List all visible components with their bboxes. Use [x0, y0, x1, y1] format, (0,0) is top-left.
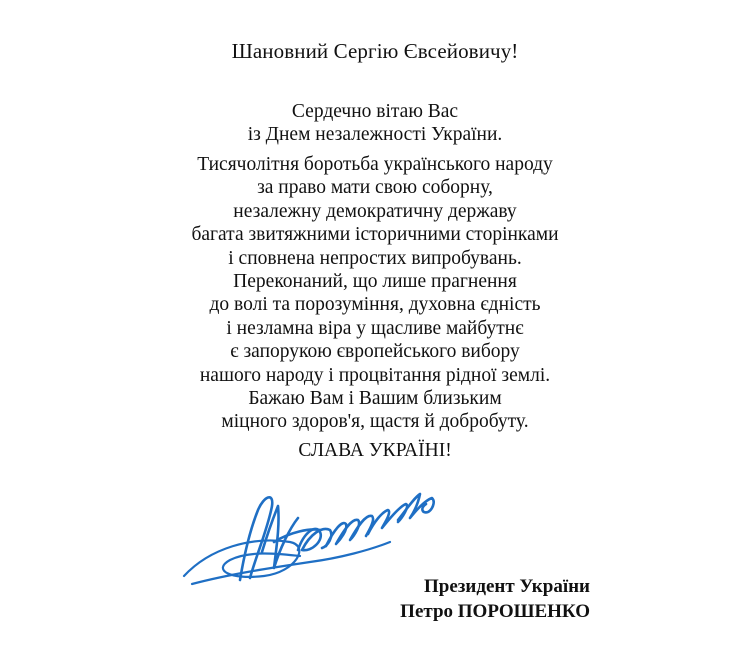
message-line: за право мати свою соборну,	[257, 177, 493, 199]
message-line: Бажаю Вам і Вашим близьким	[248, 388, 502, 410]
signature-stroke	[326, 516, 373, 546]
message-line: Переконаний, що лише прагнення	[233, 271, 517, 293]
message-line: і незламна віра у щасливе майбутнє	[226, 317, 524, 339]
slogan: СЛАВА УКРАЇНІ!	[298, 440, 452, 461]
message-line: нашого народу і процвітання рідної землі.	[199, 364, 551, 386]
signature-strokes	[184, 494, 434, 584]
message-line: і сповнена непростих випробувань.	[228, 247, 522, 269]
signature-stroke	[262, 506, 298, 568]
greeting-paragraph	[0, 100, 750, 147]
signer-name: Петро ПОРОШЕНКО	[400, 601, 590, 622]
message-line: багата звитяжними історичними сторінками	[191, 224, 559, 246]
signature-stroke	[192, 542, 390, 584]
signer-title: Президент України	[423, 576, 590, 597]
signature-block	[400, 574, 590, 624]
greeting-line: із Днем незалежності України.	[247, 124, 503, 146]
message-line: Тисячолітня боротьба українського народу	[197, 154, 553, 175]
salutation: Шановний Сергію Євсейовичу!	[231, 39, 519, 63]
greeting-line: Сердечно вітаю Вас	[291, 101, 459, 122]
message-line: міцного здоров'я, щастя й добробуту.	[221, 411, 529, 433]
message-line: незалежну демократичну державу	[233, 200, 517, 222]
message-line: є запорукою європейського вибору	[230, 341, 520, 363]
message-paragraph	[0, 153, 750, 434]
message-line: до волі та порозуміння, духовна єдність	[209, 294, 541, 316]
